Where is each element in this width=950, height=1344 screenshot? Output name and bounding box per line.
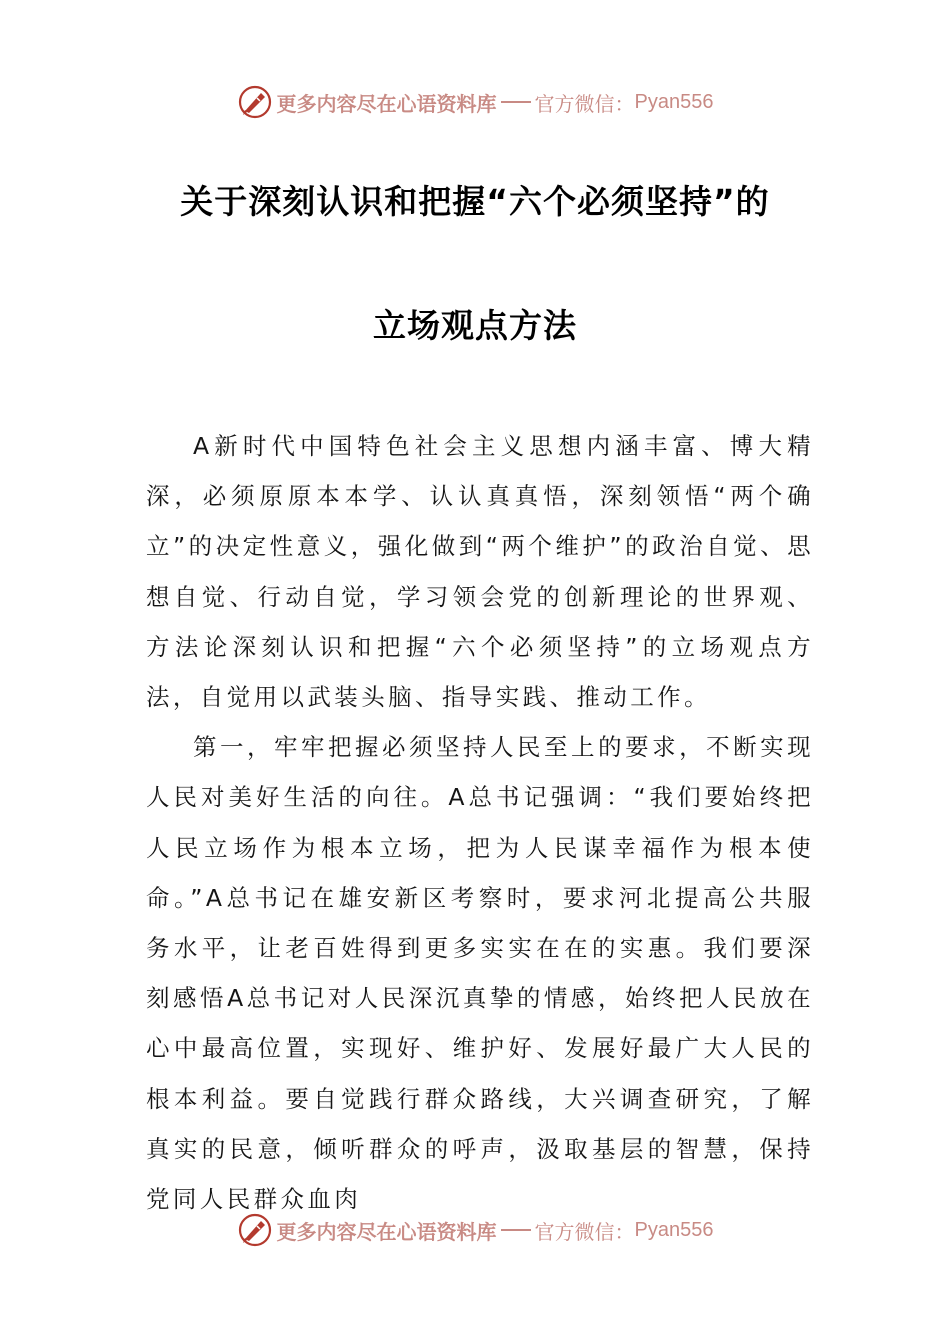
document-title-line-2: 立场观点方法 bbox=[373, 306, 577, 345]
banner-wechat-id: Pyan556 bbox=[634, 1218, 714, 1241]
pen-nib-logo-icon bbox=[237, 1212, 273, 1248]
footer-watermark-banner bbox=[0, 1210, 950, 1250]
banner-main-text: 更多内容尽在心语资料库 bbox=[276, 1219, 497, 1244]
banner-sub-text: 官方微信： bbox=[534, 91, 635, 116]
document-body bbox=[146, 421, 814, 1224]
header-watermark-banner bbox=[0, 82, 950, 122]
banner-dash bbox=[501, 1229, 531, 1231]
banner-sub-text: 官方微信： bbox=[534, 1219, 635, 1244]
banner-main-text: 更多内容尽在心语资料库 bbox=[276, 91, 497, 116]
body-paragraph-1: A新时代中国特色社会主义思想内涵丰富、博大精深，必须原原本本学、认认真真悟，深刻领悟“两个确立”的决定性意义，强化做到“两个维护”的政治自觉、思想自觉、行动自觉，学习领会党的创新理论的世界观、方法论深刻认识和把握“六个必须坚持”的立场观点方法，自觉用以武装头脑、指导实践、推动工作。 bbox=[146, 432, 814, 712]
pen-nib-logo-icon bbox=[237, 84, 273, 120]
body-paragraph-2: 第一，牢牢把握必须坚持人民至上的要求，不断实现人民对美好生活的向往。A总书记强调：“我们要始终把人民立场作为根本立场，把为人民谋幸福作为根本使命。”A总书记在雄安新区考察时，要求河北提高公共服务水平，让老百姓得到更多实实在在的实惠。我们要深刻感悟A总书记对人民深沉真挚的情感，始终把人民放在心中最高位置，实现好、维护好、发展好最广大人民的根本利益。要自觉践行群众路线，大兴调查研究，了解真实的民意，倾听群众的呼声，汲取基层的智慧，保持党同人民群众血肉 bbox=[146, 733, 814, 1214]
document-title-line-1: 关于深刻认识和把握“六个必须坚持”的 bbox=[180, 182, 770, 221]
banner-wechat-id: Pyan556 bbox=[634, 90, 714, 113]
banner-dash bbox=[501, 101, 531, 103]
